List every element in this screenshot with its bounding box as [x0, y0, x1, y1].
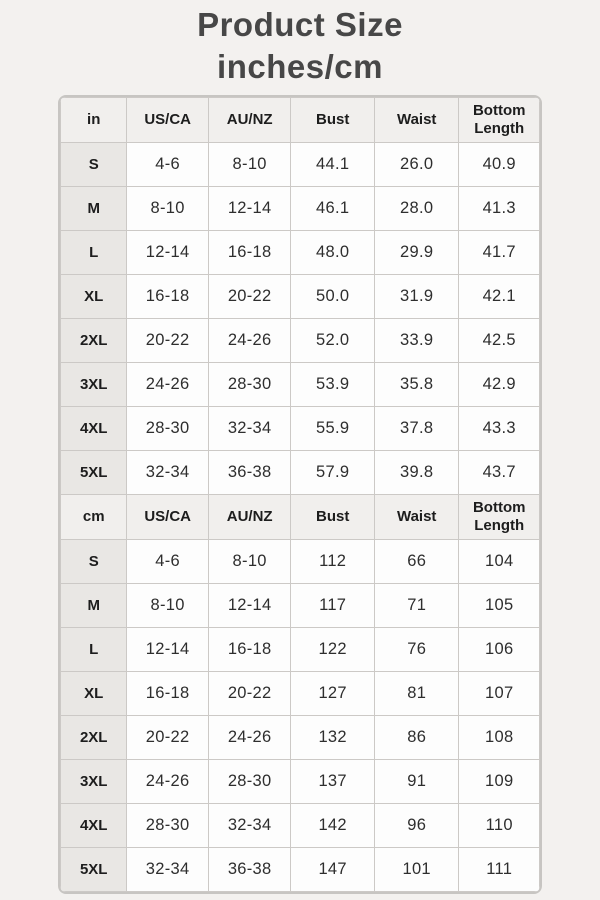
size-label-cell: S [61, 540, 127, 584]
size-value-cell: 44.1 [291, 143, 375, 187]
size-label-cell: L [61, 628, 127, 672]
size-label-cell: 4XL [61, 804, 127, 848]
size-value-cell: 106 [459, 628, 540, 672]
size-value-cell: 46.1 [291, 187, 375, 231]
size-value-cell: 36-38 [208, 451, 291, 495]
size-value-cell: 24-26 [208, 319, 291, 363]
size-value-cell: 104 [459, 540, 540, 584]
size-label-cell: 2XL [61, 716, 127, 760]
size-value-cell: 16-18 [127, 672, 209, 716]
size-value-cell: 26.0 [374, 143, 459, 187]
size-value-cell: 108 [459, 716, 540, 760]
size-value-cell: 105 [459, 584, 540, 628]
size-value-cell: 36-38 [208, 848, 291, 892]
size-value-cell: 127 [291, 672, 375, 716]
size-label-cell: 3XL [61, 760, 127, 804]
size-value-cell: 50.0 [291, 275, 375, 319]
table-row [61, 672, 540, 716]
size-value-cell: 142 [291, 804, 375, 848]
page-subtitle: inches/cm [217, 48, 383, 85]
size-value-cell: 39.8 [374, 451, 459, 495]
column-header: Waist [374, 98, 459, 143]
size-value-cell: 132 [291, 716, 375, 760]
size-value-cell: 4-6 [127, 143, 209, 187]
size-value-cell: 101 [374, 848, 459, 892]
column-header: Waist [374, 495, 459, 540]
table-row [61, 451, 540, 495]
size-value-cell: 31.9 [374, 275, 459, 319]
size-value-cell: 66 [374, 540, 459, 584]
size-value-cell: 20-22 [127, 716, 209, 760]
size-value-cell: 42.1 [459, 275, 540, 319]
table-row [61, 407, 540, 451]
size-value-cell: 8-10 [127, 187, 209, 231]
size-value-cell: 42.9 [459, 363, 540, 407]
size-label-cell: M [61, 187, 127, 231]
size-value-cell: 16-18 [208, 628, 291, 672]
size-value-cell: 33.9 [374, 319, 459, 363]
size-value-cell: 122 [291, 628, 375, 672]
size-label-cell: 3XL [61, 363, 127, 407]
size-label-cell: 4XL [61, 407, 127, 451]
table-row [61, 143, 540, 187]
page-title: Product Size [197, 6, 403, 43]
table-row [61, 231, 540, 275]
size-value-cell: 40.9 [459, 143, 540, 187]
column-header: US/CA [127, 495, 209, 540]
size-value-cell: 8-10 [208, 540, 291, 584]
size-label-cell: 5XL [61, 451, 127, 495]
column-header: Bottom Length [459, 98, 540, 143]
table-row [61, 760, 540, 804]
size-value-cell: 112 [291, 540, 375, 584]
size-value-cell: 52.0 [291, 319, 375, 363]
size-value-cell: 12-14 [208, 187, 291, 231]
size-value-cell: 28-30 [208, 760, 291, 804]
size-value-cell: 8-10 [208, 143, 291, 187]
table-row [61, 584, 540, 628]
size-value-cell: 107 [459, 672, 540, 716]
size-value-cell: 28.0 [374, 187, 459, 231]
column-header: Bust [291, 98, 375, 143]
size-value-cell: 41.3 [459, 187, 540, 231]
size-value-cell: 20-22 [208, 275, 291, 319]
size-value-cell: 28-30 [208, 363, 291, 407]
size-value-cell: 55.9 [291, 407, 375, 451]
page-title-block [0, 0, 600, 88]
size-value-cell: 32-34 [127, 451, 209, 495]
column-header: Bust [291, 495, 375, 540]
size-value-cell: 81 [374, 672, 459, 716]
size-value-cell: 4-6 [127, 540, 209, 584]
size-table-section-cm [61, 495, 540, 892]
size-value-cell: 24-26 [127, 760, 209, 804]
unit-header-cell: in [61, 98, 127, 143]
size-value-cell: 111 [459, 848, 540, 892]
table-row [61, 275, 540, 319]
table-row [61, 716, 540, 760]
size-value-cell: 137 [291, 760, 375, 804]
size-value-cell: 109 [459, 760, 540, 804]
size-value-cell: 35.8 [374, 363, 459, 407]
size-label-cell: M [61, 584, 127, 628]
size-chart-table-container [58, 95, 542, 894]
size-label-cell: XL [61, 672, 127, 716]
column-header: AU/NZ [208, 495, 291, 540]
size-value-cell: 147 [291, 848, 375, 892]
column-header: AU/NZ [208, 98, 291, 143]
table-row [61, 319, 540, 363]
table-row [61, 848, 540, 892]
size-value-cell: 76 [374, 628, 459, 672]
size-value-cell: 20-22 [208, 672, 291, 716]
size-value-cell: 110 [459, 804, 540, 848]
size-value-cell: 8-10 [127, 584, 209, 628]
size-label-cell: XL [61, 275, 127, 319]
size-value-cell: 16-18 [127, 275, 209, 319]
size-value-cell: 16-18 [208, 231, 291, 275]
size-label-cell: S [61, 143, 127, 187]
size-label-cell: L [61, 231, 127, 275]
size-value-cell: 12-14 [208, 584, 291, 628]
size-table-section-inches [61, 98, 540, 495]
size-value-cell: 32-34 [127, 848, 209, 892]
size-value-cell: 71 [374, 584, 459, 628]
size-value-cell: 32-34 [208, 804, 291, 848]
table-row [61, 628, 540, 672]
header-row [61, 98, 540, 143]
size-value-cell: 57.9 [291, 451, 375, 495]
table-row [61, 804, 540, 848]
column-header: Bottom Length [459, 495, 540, 540]
size-value-cell: 28-30 [127, 407, 209, 451]
size-value-cell: 86 [374, 716, 459, 760]
size-value-cell: 48.0 [291, 231, 375, 275]
size-value-cell: 29.9 [374, 231, 459, 275]
size-value-cell: 12-14 [127, 231, 209, 275]
size-value-cell: 43.7 [459, 451, 540, 495]
size-value-cell: 12-14 [127, 628, 209, 672]
table-row [61, 540, 540, 584]
size-value-cell: 43.3 [459, 407, 540, 451]
size-value-cell: 91 [374, 760, 459, 804]
size-label-cell: 5XL [61, 848, 127, 892]
size-value-cell: 117 [291, 584, 375, 628]
unit-header-cell: cm [61, 495, 127, 540]
size-value-cell: 24-26 [208, 716, 291, 760]
size-value-cell: 24-26 [127, 363, 209, 407]
size-value-cell: 37.8 [374, 407, 459, 451]
table-row [61, 363, 540, 407]
size-value-cell: 32-34 [208, 407, 291, 451]
table-row [61, 187, 540, 231]
size-value-cell: 28-30 [127, 804, 209, 848]
size-value-cell: 42.5 [459, 319, 540, 363]
size-chart-table [60, 97, 540, 892]
size-value-cell: 53.9 [291, 363, 375, 407]
header-row [61, 495, 540, 540]
size-label-cell: 2XL [61, 319, 127, 363]
size-value-cell: 96 [374, 804, 459, 848]
size-value-cell: 20-22 [127, 319, 209, 363]
column-header: US/CA [127, 98, 209, 143]
size-value-cell: 41.7 [459, 231, 540, 275]
